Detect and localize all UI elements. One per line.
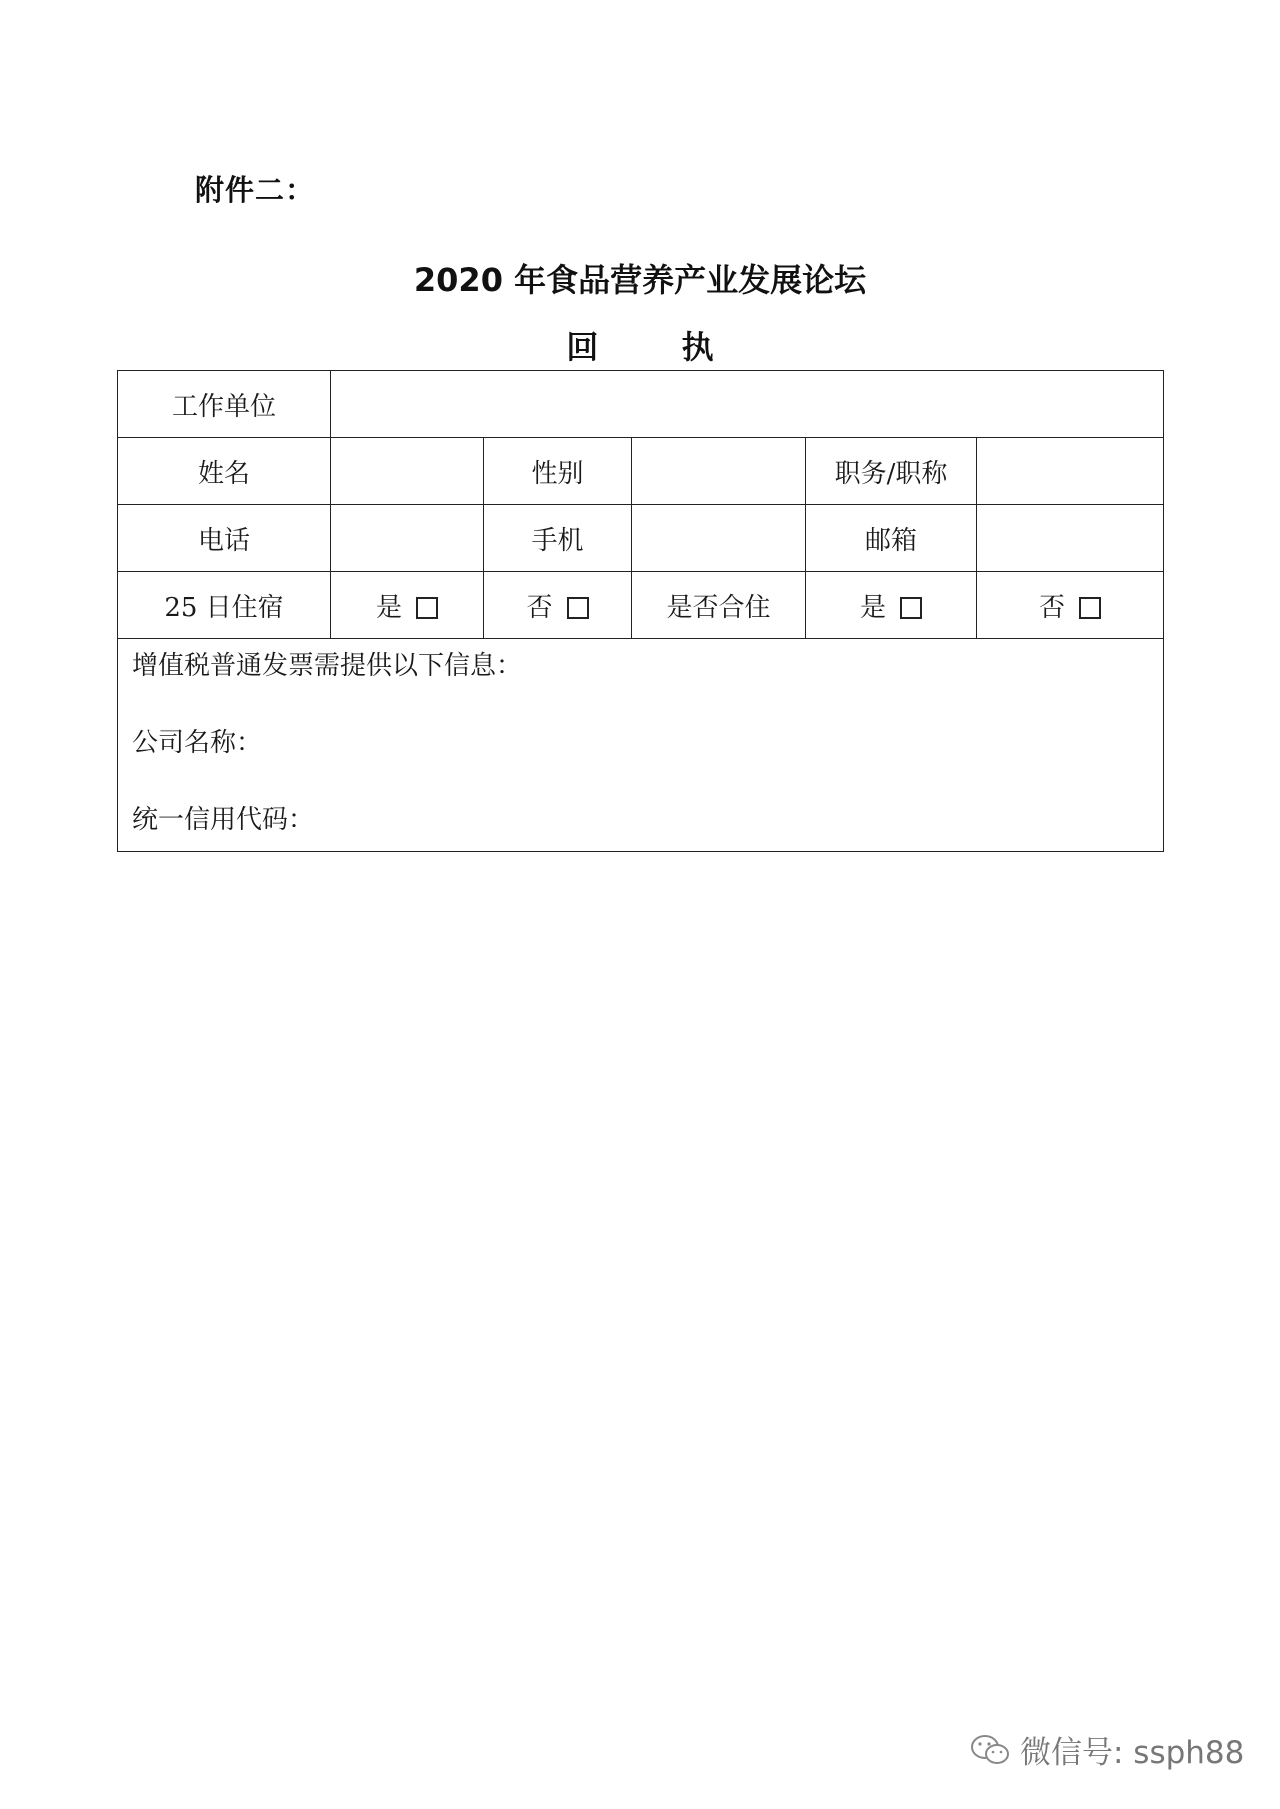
position-field[interactable] [977, 438, 1164, 505]
email-field[interactable] [977, 505, 1164, 572]
form-row-lodging [118, 572, 1164, 639]
credit-code-label: 统一信用代码： [132, 805, 315, 835]
page-subtitle: 回 执 [566, 328, 750, 366]
email-label: 邮箱 [806, 505, 977, 572]
watermark-text: 微信号: ssph88 [1020, 1735, 1245, 1771]
stay-yes-option[interactable] [331, 572, 484, 639]
position-label: 职务/职称 [806, 438, 977, 505]
invoice-info-cell[interactable] [118, 639, 1164, 852]
share-label: 是否合住 [632, 572, 806, 639]
mobile-field[interactable] [632, 505, 806, 572]
company-name-label: 公司名称： [132, 728, 263, 758]
mobile-label: 手机 [484, 505, 632, 572]
registration-form-table [117, 370, 1164, 852]
stay-yes-checkbox[interactable] [416, 597, 438, 619]
unit-field[interactable] [331, 371, 1164, 438]
attachment-label: 附件二： [195, 173, 316, 207]
form-row-invoice [118, 639, 1164, 852]
form-row-unit [118, 371, 1164, 438]
unit-label: 工作单位 [118, 371, 331, 438]
stay-label: 25 日住宿 [118, 572, 331, 639]
share-no-text: 否 [1039, 592, 1066, 623]
phone-label: 电话 [118, 505, 331, 572]
stay-no-text: 否 [526, 592, 553, 623]
form-row-phone [118, 505, 1164, 572]
invoice-intro: 增值税普通发票需提供以下信息： [132, 651, 523, 681]
share-no-checkbox[interactable] [1079, 597, 1101, 619]
phone-field[interactable] [331, 505, 484, 572]
stay-no-option[interactable] [484, 572, 632, 639]
form-row-name [118, 438, 1164, 505]
share-yes-option[interactable] [806, 572, 977, 639]
gender-field[interactable] [632, 438, 806, 505]
name-field[interactable] [331, 438, 484, 505]
wechat-icon [970, 1733, 1010, 1767]
name-label: 姓名 [118, 438, 331, 505]
page-title: 2020 年食品营养产业发展论坛 [413, 261, 867, 299]
share-yes-text: 是 [859, 592, 886, 623]
stay-no-checkbox[interactable] [567, 597, 589, 619]
stay-yes-text: 是 [375, 592, 402, 623]
gender-label: 性别 [484, 438, 632, 505]
watermark [970, 1727, 1244, 1772]
share-no-option[interactable] [977, 572, 1164, 639]
share-yes-checkbox[interactable] [900, 597, 922, 619]
